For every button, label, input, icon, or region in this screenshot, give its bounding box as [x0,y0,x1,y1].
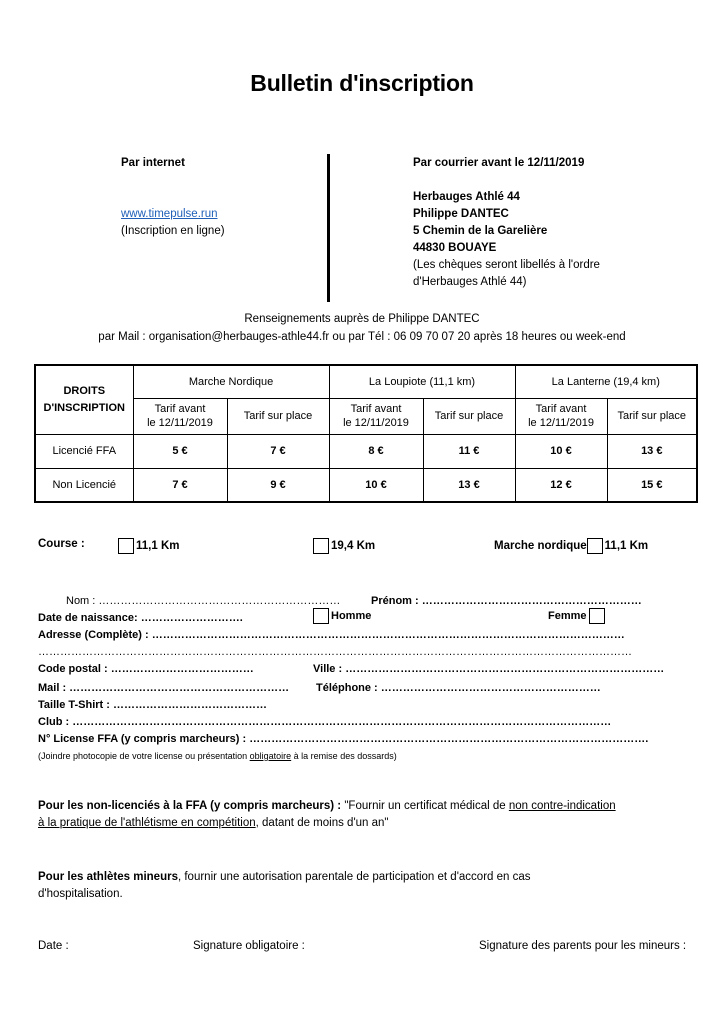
femme-option[interactable]: Femme [548,608,605,625]
price-cell: 10 € [515,434,607,468]
courrier-line: 44830 BOUAYE [413,242,497,254]
courrier-line: Philippe DANTEC [413,208,509,220]
vertical-divider [327,154,330,302]
courrier-line: 5 Chemin de la Garelière [413,225,548,237]
course-header-loupiote: La Loupiote (11,1 km) [329,365,515,398]
internet-heading: Par internet [121,157,185,169]
price-cell: 7 € [227,434,329,468]
course-option-marche[interactable]: Marche nordique 11,1 Km [494,538,648,554]
courrier-heading: Par courrier avant le 12/11/2019 [413,157,585,169]
price-cell: 11 € [423,434,515,468]
courrier-note: d'Herbauges Athlé 44) [413,276,527,288]
course-label: Course : [38,538,85,550]
license-field[interactable]: N° License FFA (y compris marcheurs) : ………………………………………………………………………………………………. [38,733,649,745]
price-cell: 15 € [607,468,697,502]
mineurs-note: Pour les athlètes mineurs, fournir une autorisation parentale de participation et d'accord en cas d'hospitalisation. [38,871,531,900]
signature-label: Signature obligatoire : [193,940,305,952]
ville-field[interactable]: Ville : …………………………………………………………………………… [313,663,665,675]
checkbox[interactable] [313,538,329,554]
non-licencies-note: Pour les non-licenciés à la FFA (y compris marcheurs) : "Fournir un certificat médical de non contre-indication à la pratique de l'athlétisme en compétition, datant de moins d'un an" [38,800,616,829]
droits-header: DROITS D'INSCRIPTION [35,365,133,434]
course-option-19km[interactable]: 19,4 Km [313,538,375,554]
course-option-11km[interactable]: 11,1 Km [118,538,179,554]
club-field[interactable]: Club : ………………………………………………………………………………………………………………………………… [38,716,612,728]
price-cell: 5 € [133,434,227,468]
courrier-note: (Les chèques seront libellés à l'ordre [413,259,600,271]
course-header-marche: Marche Nordique [133,365,329,398]
price-cell: 10 € [329,468,423,502]
naissance-field[interactable]: Date de naissance: ………………………. [38,612,243,624]
adresse-field[interactable]: Adresse (Complète) : ………………………………………………………………………………………………………………… [38,629,625,641]
col-tarif-avant: Tarif avant le 12/11/2019 [515,398,607,434]
contact-line-1: Renseignements auprès de Philippe DANTEC [244,313,480,325]
col-tarif-avant: Tarif avant le 12/11/2019 [329,398,423,434]
tarifs-table [34,364,698,503]
price-cell: 8 € [329,434,423,468]
telephone-field[interactable]: Téléphone : …………………………………………………… [316,682,601,694]
tshirt-field[interactable]: Taille T-Shirt : …………………………………… [38,699,267,711]
code-postal-field[interactable]: Code postal : ………………………………… [38,663,254,675]
col-tarif-place: Tarif sur place [607,398,697,434]
adresse-line-2[interactable]: ……………………………………………………………………………………………………………………………………………… [38,646,632,658]
internet-note: (Inscription en ligne) [121,225,225,237]
price-cell: 9 € [227,468,329,502]
homme-option[interactable]: Homme [313,608,371,625]
contact-line-2: par Mail : organisation@herbauges-athle44.fr ou par Tél : 06 09 70 07 20 après 18 heures ou week-end [98,331,626,343]
col-tarif-place: Tarif sur place [423,398,515,434]
table-row [35,434,697,468]
row-label: Licencié FFA [35,434,133,468]
courrier-line: Herbauges Athlé 44 [413,191,520,203]
checkbox[interactable] [589,608,605,624]
courrier-section [413,155,600,291]
col-tarif-avant: Tarif avant le 12/11/2019 [133,398,227,434]
page-title: Bulletin d'inscription [250,70,474,96]
prenom-field[interactable]: Prénom : …………………………………………………… [371,595,642,607]
table-row [35,468,697,502]
date-label: Date : [38,940,69,952]
col-tarif-place: Tarif sur place [227,398,329,434]
timepulse-link[interactable]: www.timepulse.run [121,208,218,220]
price-cell: 7 € [133,468,227,502]
row-label: Non Licencié [35,468,133,502]
parents-signature-label: Signature des parents pour les mineurs : [479,940,687,952]
price-cell: 13 € [423,468,515,502]
checkbox[interactable] [587,538,603,554]
price-cell: 13 € [607,434,697,468]
internet-section [121,155,225,240]
nom-field[interactable]: Nom : ………………………………………………………… [66,595,341,607]
course-header-lanterne: La Lanterne (19,4 km) [515,365,697,398]
checkbox[interactable] [313,608,329,624]
joindre-note: (Joindre photocopie de votre license ou présentation obligatoire à la remise des dossards) [38,751,397,761]
checkbox[interactable] [118,538,134,554]
price-cell: 12 € [515,468,607,502]
mail-field[interactable]: Mail : …………………………………………………… [38,682,290,694]
